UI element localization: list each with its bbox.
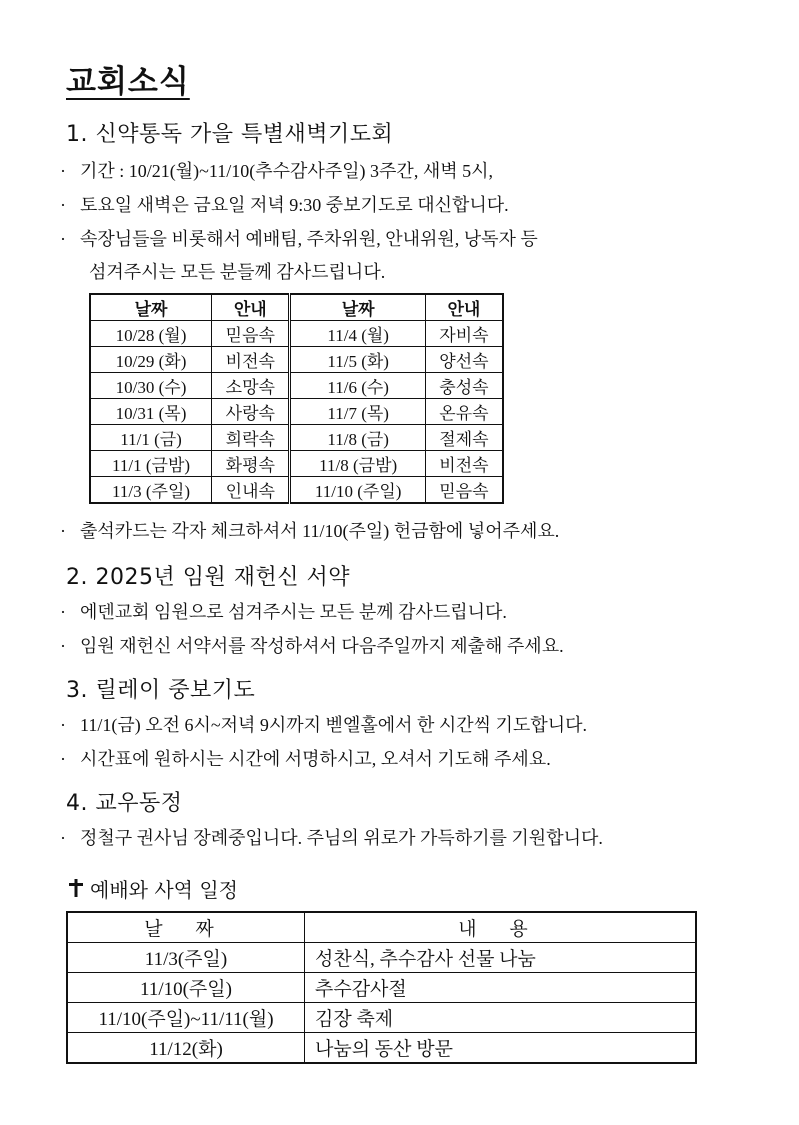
cell-guide: 충성속 [425,373,503,399]
cell-date: 11/1 (금밤) [90,451,212,477]
schedule-table [66,911,697,1064]
table-row [90,425,503,451]
s3-text-2: 시간표에 원하시는 시간에 서명하시고, 오셔서 기도해 주세요. [80,749,551,769]
table-row [67,1033,696,1064]
cell-guide: 화평속 [212,451,290,477]
guide-table [89,293,504,504]
cell-date: 11/8 (금밤) [290,451,425,477]
schedule-heading-text: 예배와 사역 일정 [90,878,238,902]
cell-date: 11/10(주일) [67,973,305,1003]
cell-content: 성찬식, 추수감사 선물 나눔 [305,943,697,973]
s3-line-2 [60,745,551,771]
header-guide: 안내 [212,294,290,321]
bullet: · [60,715,66,735]
cell-date: 10/28 (월) [90,321,212,347]
header-date: 날 짜 [67,912,305,943]
s1-period-line [60,157,493,183]
cell-content: 추수감사절 [305,973,697,1003]
section-2-heading: 2. 2025년 임원 재헌신 서약 [66,565,350,590]
bullet: · [60,636,66,656]
cell-date: 11/8 (금) [290,425,425,451]
s1-thanks-cont: 섬겨주시는 모든 분들께 감사드립니다. [89,262,386,282]
section-3-heading: 3. 릴레이 중보기도 [66,678,256,703]
s4-text-1: 정철구 권사님 장례중입니다. 주님의 위로가 가득하기를 기원합니다. [80,828,603,848]
s1-saturday-text: 토요일 새벽은 금요일 저녁 9:30 중보기도로 대신합니다. [80,195,509,215]
s2-text-1: 에덴교회 임원으로 섬겨주시는 모든 분께 감사드립니다. [80,602,507,622]
cell-guide: 소망속 [212,373,290,399]
cell-date: 11/4 (월) [290,321,425,347]
header-content: 내 용 [305,912,697,943]
s3-text-1: 11/1(금) 오전 6시~저녁 9시까지 벧엘홀에서 한 시간씩 기도합니다. [80,715,587,735]
table-row [90,321,503,347]
table-header-row [90,294,503,321]
section-1-heading: 1. 신약통독 가을 특별새벽기도회 [66,122,394,147]
table-row [90,347,503,373]
cell-date: 11/7 (목) [290,399,425,425]
cell-date: 10/31 (목) [90,399,212,425]
cell-guide: 온유속 [425,399,503,425]
page-title: 교회소식 [66,64,190,100]
s2-text-2: 임원 재헌신 서약서를 작성하셔서 다음주일까지 제출해 주세요. [80,636,564,656]
cell-guide: 비전속 [212,347,290,373]
table-row [67,1003,696,1033]
cell-guide: 희락속 [212,425,290,451]
cell-guide: 양선속 [425,347,503,373]
cell-date: 11/1 (금) [90,425,212,451]
cell-date: 11/10 (주일) [290,477,425,504]
bullet: · [60,229,66,249]
table-row [90,451,503,477]
s1-saturday-line [60,191,509,217]
cell-date: 11/5 (화) [290,347,425,373]
bullet: · [60,521,66,541]
s3-line-1 [60,711,587,737]
table-row [67,973,696,1003]
cell-guide: 믿음속 [425,477,503,504]
cell-guide: 절제속 [425,425,503,451]
bullet: · [60,195,66,215]
s1-period-text: 기간 : 10/21(월)~11/10(추수감사주일) 3주간, 새벽 5시, [80,161,493,181]
table-header-row [67,912,696,943]
cell-date: 11/3 (주일) [90,477,212,504]
schedule-heading [68,874,238,903]
s1-attendance-line [60,517,559,543]
bullet: · [60,602,66,622]
s1-thanks-line [60,225,538,251]
bullet: · [60,828,66,848]
cell-date: 10/29 (화) [90,347,212,373]
header-date: 날짜 [90,294,212,321]
cell-guide: 믿음속 [212,321,290,347]
s2-line-1 [60,598,507,624]
cell-guide: 인내속 [212,477,290,504]
header-guide: 안내 [425,294,503,321]
s2-line-2 [60,632,564,658]
cell-guide: 사랑속 [212,399,290,425]
cell-guide: 비전속 [425,451,503,477]
cell-date: 11/10(주일)~11/11(월) [67,1003,305,1033]
cell-date: 11/6 (수) [290,373,425,399]
table-row [90,477,503,504]
table-row [90,373,503,399]
cell-guide: 자비속 [425,321,503,347]
section-4-heading: 4. 교우동정 [66,791,183,816]
header-date: 날짜 [290,294,425,321]
table-row [90,399,503,425]
cell-content: 나눔의 동산 방문 [305,1033,697,1064]
cross-icon [68,878,90,902]
bullet: · [60,161,66,181]
cell-date: 11/3(주일) [67,943,305,973]
s1-attendance-text: 출석카드는 각자 체크하셔서 11/10(주일) 헌금함에 넣어주세요. [80,521,560,541]
table-row [67,943,696,973]
bullet: · [60,749,66,769]
s4-line-1 [60,824,603,850]
cell-date: 10/30 (수) [90,373,212,399]
cell-date: 11/12(화) [67,1033,305,1064]
cell-content: 김장 축제 [305,1003,697,1033]
s1-thanks-text: 속장님들을 비롯해서 예배팀, 주차위원, 안내위원, 낭독자 등 [80,229,538,249]
